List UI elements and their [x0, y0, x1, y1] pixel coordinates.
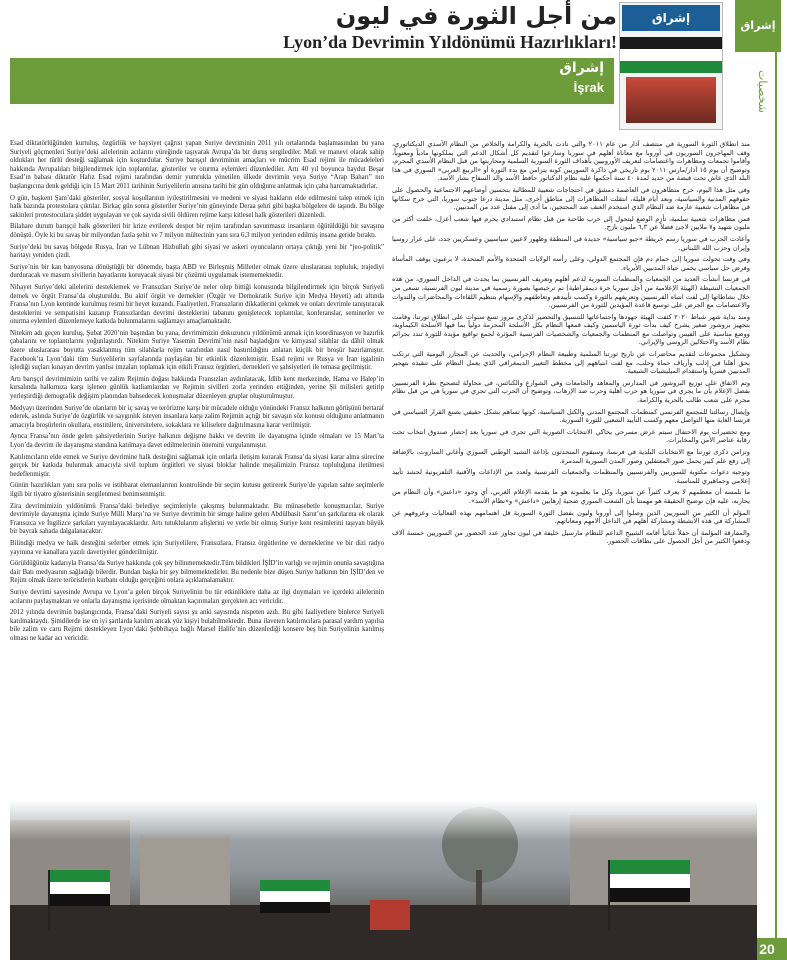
- title-turkish: Lyon’da Devrimin Yıldönümü Hazırlıkları!: [283, 32, 617, 52]
- paragraph: 2012 yılında devrimin başlangıcında, Fransa’daki Suriyeli sayısı şu anki sayısında nispeten azdı. Bu gibi faaliyetlere binlerce Suriyeli katılmaktaydı. Şimdilerde ise en iyi şartlarda katılım ancak yüz kişiyi bulabilmektedir. Buna ilaveten katılımcılara parasal yardım yapılsa bile zalim ve caru Rejimi destekleyen Lyon’daki Şebbihaya bağlı Marsel Halife’nin düzenlediği konsere beş bin Suriyelinin katılmış olması ne kadar acı vericidir.: [10, 609, 384, 642]
- paragraph: Aynca Fransa’nın önde gelen şahsiyetlerinin Suriye halkının değişme hakkı ve devrim ile dayanışma içinde olmaları ve 15 Mart’ta Lyon’da devrim ile dayanışma standına katılmaya davet edilmelerinin önemini vurgulanmıştır.: [10, 433, 384, 449]
- paragraph: Suriye’deki bu savaş bölgede Rusya, İran ve Lübnan Hizbullah gibi siyasi ve askeri oyuncuların ortaya çıktığı yeni bir “jeo-politik” haritayı yeniden çizdi.: [10, 243, 384, 260]
- cover-photo: [626, 77, 716, 123]
- syrian-flag: [260, 880, 330, 913]
- building-mid: [140, 835, 230, 910]
- paragraph: وتوجيه دعوات مكتوبة للسوريين والفرنسيين والمنظمات والجمعيات الفرنسية ولعدد من الإذاعات والأقنية التلفزيونية لحشد تأييد إعلامي وجماهيري للمناسبة.: [392, 468, 750, 485]
- side-divider: [775, 52, 777, 942]
- paragraph: Zira devrimimizin yıldönümü Fransa’daki belediye seçimleriyle çakışmış bulunmaktadır. Bu münasebetle konuşmacılar, Suriye devrimiyle dayanışma içinde Suriye Milli Marşı’na ve Suriye devrimin bir simge haline gelen Abdülbasit Sarut’un şarkılarına ek olarak Fransızca ve İngilizce şarkıları yayınlayacaklardır. Artı tutuklularım afişlerini ve yerle bir olmuş Suriye kent resimlerini taşıyan büyük bir bayrak sahada dalgalanacaktır.: [10, 502, 384, 536]
- paragraph: Katılımcıların elde etmek ve Suriye devrimine halk desteğini sağlamak için onlarla iletişim kurarak Fransa’da siyasi karar alma sürecine gerçek bir katkıda bulunmak amacıyla sivil toplum örgütleri ve siyasi bloklar halinde meşalimizin Fransız topluluğuna iletilmesi hedeflenmiştir.: [10, 453, 384, 478]
- paragraph: Esad diktatörlüğünden kurtuluş, özgürlük ve haysiyet çağrısı yapan Suriye devriminin 2011 yılı ortalarında başlamasından bu yana Suriyeli göçmenleri Suriye’deki ailelerinin acılarını yüreğinde taşıyarak Avrupa’da bir duruş sergilediler. Mali ve manevi olarak sahip oldukları her türlü desteği sağlamak için koşturdular. Suriye barışçıl devriminin amaçları ve mücrim Esad rejimi ile mücadeleleri hakkında Avrupalıları bilgilendirmek için toplantılar, gösteriler ve oturma eylemleri düzenlediler. Artı 40 yıl boyunca haydut Beşar Esad’ın babası diktatör Hafız Esad rejimi tarafından demir yumrukla yönetilen ülkede devrimin veya Suriye “Arap Baharı” nın başlangıcına denk geldiği için 15 Mart 2011 tarihinin Suriyelilerin anısına tarihi bir gün olduğunu anlatmak için çaba harcamaktadırlar.: [10, 140, 384, 190]
- side-logo: إشراق: [735, 0, 781, 52]
- paragraph: Artı barışçıl devrimimizin tarihi ve zalim Rejimin doğası hakkında Fransızları aydınlatacak, İdlib kent merkezinde, Hama ve Halep’in kırsalında halkımıza karşı işlenen günlük katliamlardan ve Rejimin sivilleri zorla yerinden ettiğinden, yerine Şii milisleri getirip yerleştirdiği demografik değişim planından bahsedecek konuşmalar düzenleyen gruplar oluşturulmuştur.: [10, 375, 384, 401]
- turkish-text-column: [10, 140, 384, 820]
- paragraph: وفي مثل هذا اليوم، خرج متظاهرون في العاصمة دمشق في احتجاجات شعبية للمطالبة بتحسين أوضاعهم الاجتماعية والحصول على حقوقهم المدنية والسياسية، وبعد أيام قليلة، انتقلت المظاهرات إلى مناطق أخرى، مثل مدينة درعا جنوب سوريا، التي خرج سكانها في مظاهرات شعبية عارمة ضد النظام الذي استخدم العنف ضد المحتجين، ما أدى إلى مقتل عدد من المدنيين.: [392, 185, 750, 212]
- flag-stripe-black: [620, 37, 722, 49]
- paragraph: O gün, başkent Şam’daki gösteriler, sosyal koşullarının iyileştirilmesini ve medeni ve siyasi hakların elde edilmesini talep etmek için halk bazında protestolara çıktılar. Birkaç gün sonra gösteriler Suriye’nin güneyinde Deraa şehri gibi başka bölgelere de taşındı. Bu bölge sakinleri protestoculara şiddet uygulayan ve çok sayıda sivili öldüren rejime karşı kitlesel halk gösterileri düzenledi.: [10, 194, 384, 219]
- article-header: [0, 0, 787, 132]
- paragraph: Suriye devrimi sayesinde Avrupa ve Lyon’a gelen birçok Suriyelinin bu tür etkinliklere daha az ilgi duymaları ve içerdeki ailelerinin acılarını paylaşmaktan ve onlarla dayanışma içerisinde olmaktan kaçınmaları gerçekten acı vericidir.: [10, 588, 384, 605]
- paragraph: Nitekim adı geçen kuruluş, Şubat 2020’nin başından bu yana, devrimimizin dokuzuncu yıldönümü anmak için koordinasyon ve hazırlık çabalarını ve toplantılarını yoğunlaştırdı. Nitekim Suriye Yasemin Devrimi’nin nasıl başladığını ve kimyasal silahlar da dâhil olmak üzere uluslararası boyutta yasaklanmış tüm silahlarla rejim tarafından nasıl bastırıldığını anlatan küçük bir broşür hazırlamıştır. Facebook’ta Lyon’daki tüm Suriyelilerin sayfalarında paylaşılan bir etkinlik düzenlemiştir. Esad rejimi ve Rusya ve İran işgalinin işlediği suçları kınayan devrim yanlısı imzaları toplamak için etkili Fransız örgütleri, dernekleri ve şahsiyetleri ile temasa geçilmiştir.: [10, 329, 384, 372]
- paragraph: Suriye’nin bir kan banyosuna dönüştüğü bir dönemde, başta ABD ve Birleşmiş Milletler olmak üzere uluslararası topluluk, trajediyi durduracak ve masum sivillerin hayatlarını koruyacak siyasi bir çözümü uygulamak istememektedir.: [10, 263, 384, 280]
- magazine-cover-image: [619, 2, 723, 130]
- paragraph: Görüldüğünüz kadarıyla Fransa’da Suriye hakkında çok şey bilinmemektedir.Tüm bildikleri İŞİD’in varlığı ve rejimin onunla savaştığına dair Batı medyasının sağladığı bilerdir. Bundan başka bir şey bilmemektedirler. Bu nedenle bize düşen Suriye halkının bin İŞİD’den ve Rejim olmak üzere teröristlerin kurbanı olduğu gerçeğini onlara açıklamalamaktır.: [10, 560, 384, 585]
- paragraph: Bilahare durum barışçıl halk gösterileri bir krize evrilerek despot bir rejim tarafından savunmasız insanların öğütüldüğü bir savaşına dönüştü. Öyle ki bu savaş bir milyondan fazla şehit ve 7 milyon mültecinin yanı sıra 6,3 milyon yerinden edilmiş insana geride bıraktı.: [10, 223, 384, 239]
- paragraph: وتشكيل مجموعات لتقديم محاضرات عن تاريخ ثورتنا السلمية وطبيعة النظام الإجرامي، والحديث عن المجازر اليومية التي ترتكب بحق أهلنا في إدلب وأرياف حماة وحلب، مع لفت انتباههم إلى مخطط التغيير الديمغرافي الذي يعمل النظام على تنفيذه بتهجير المدنيين قسرياً واستقدام الميليشيات الشيعية.: [392, 350, 750, 376]
- cover-logo: إشراق: [622, 5, 720, 31]
- paragraph: منذ انطلاق الثورة السورية في منتصف آذار من عام ٢٠١١ والتي نادت بالحرية والكرامة والخلاص من النظام الأسدي الديكتاتوري، وقف المهاجرون السوريون في أوروبا مع معاناة أهلهم في سوريا وسارعوا لتقديم كل أشكال الدعم التي يملكونها مادياً ومعنوياً، وأقاموا تجمعات ومظاهرات واعتصامات لتعريف الأوروبيين بأهداف الثورة السورية السلمية ومحاربتها من قبل النظام الأسدي المجرم، وتوضيح أن يوم ١٥ آذار/مارس ٢٠١١ يوم تاريخي في ذاكرة السوريين كونه يتزامن مع بدء الثورة أو «الربيع العربي» السوري في هذا البلد الذي عاش تحت قبضة من حديد لمدة ٤٠ سنة أحكمها عليه نظام الدكتاتور حافظ الأسد والد السفاح بشار الأسد.: [392, 140, 750, 183]
- paragraph: Medyayı üzerinden Suriye’de olanların bir iç savaş ve terörizme karşı bir mücadele olduğu yönündeki Fransız halkının görüşünü bertaraf ederek, aslında Suriye’de özgürlük ve saygınlık isteyen insanlara karşı zalim Rejimin açtığı bir savaşın söz konusu olduğunu anlatmanın amacıyla broşürlerin okullara, enstitülere, üniversitelere, sokaklara ve kiliselere dağıtılmasına karar verilmiştir.: [10, 404, 384, 429]
- paragraph: ومع تحضيرات يوم الاحتفال سيتم عرض مسرحي يحاكي الانتخابات الصورية التي تجرى في سوريا بعد إحضار صندوق انتخاب تحت رقابة عناصر الأمن والمخابرات.: [392, 427, 750, 445]
- page-number: 20: [747, 938, 787, 960]
- paragraph: فمن مظاهرات شعبية سلمية، تأزم الوضع ليتحول إلى حرب طاحنة من قبل نظام استبدادي يحرم فيها شعب أعزل، خلفت أكثر من مليون شهيد و٧ ملايين لاجئ فضلاً عن ٦,٣ مليون نازح.: [392, 214, 750, 232]
- paragraph: وأعادت الحرب في سوريا رسم خريطة «جيو سياسية» جديدة في المنطقة وظهور لاعبين سياسيين وعسكريين جدد، على غرار روسيا وإيران وحزب الله اللبناني.: [392, 234, 750, 252]
- paragraph: وتزامن ذكرى ثورتنا مع الانتخابات البلدية في فرنسا، وسيقوم المتحدثون بإذاعة النشيد الوطني السوري وأغاني الساروت، بالإضافة إلى رفع علم كبير يحمل صور المعتقلين وصور المدن السورية المدمرة.: [392, 448, 750, 465]
- paragraph: ما نلمسه أن معظمهم لا يعرف كثيراً عن سوريا، وكل ما يعلمونه هو ما يقدمه الإعلام الغربي، أي وجود «داعش» وأن النظام من يحاربه، عليه فإن توضيح الحقيقة هو مهمتنا بأن الشعب السوري ضحية إرهابين «داعش» و«نظام الأسد».: [392, 488, 750, 505]
- arabic-text-column: [392, 140, 750, 850]
- paragraph: Günün hazırlıkları yanı sıra polis ve istihbarat elemanlarının kontrolünde bir seçim kutusu getirerek Suriye’de yapılan sahte seçimlerle ilgili bir tiyatro gösterisinin sergilenmesi benimsenmiştir.: [10, 482, 384, 498]
- paragraph: Nihayet Suriye’deki ailelerini desteklemek ve Fransızları Suriye’de neler olup bittiği konusunda bilgilendirmek için birçok Suriyeli dernek ve örgüt Fransa’da oluşturuldu. Bu aktif örgüt ve dernekler (Özgür ve Demokratik Suriye için Medya Heyeti) adı altında Fransa’nın Lyon kentinde kurulmuş resmi bir heyet kuzandı. Faaliyetleri, Fransızların dikkatlerini çekmek ve onları devrimle tanıştıracak desteklerini ve sempatisini kazanıp Fransızlardan devrimi desteklerini tabanını genişletecek toplantılar, konferanslar, seminerler ve oturma eylemleri düzenlemeye katkıda bulunmalarını sağlamayı amaçlamaktadır.: [10, 283, 384, 326]
- flag-stripe-green: [620, 61, 722, 73]
- paragraph: في فرنسا أنشأت العديد من الجمعيات والمنظمات السورية لدعم أهلهم وتعريف الفرنسيين بما يحدث في الداخل السوري، من هذه الجمعيات النشيطة (الهيئة الإعلامية من أجل سوريا حرة ديمقراطية) تم ترخيصها بصورة رسمية في مدينة ليون الفرنسية، تسعى من خلال نشاطاتها إلى لفت انتباه الفرنسيين وتعريفهم بالثورة وكسب تأييدهم وتعاطفهم والإسهام بتنظيم اللقاءات والمحاضرات والندوات والاعتصامات مع الجرص على توسيع قاعدة المؤيدين للثورة من الفرنسيين.: [392, 275, 750, 310]
- paragraph: وفي وقت تحولت سوريا إلى حمام دم فإن المجتمع الدولي، وعلى رأسه الولايات المتحدة والأمم المتحدة، لا يرغبون بوقف المأساة وفرض حل سياسي يحمي حياة المدنيين الأبرياء.: [392, 255, 750, 272]
- paragraph: ومنذ بداية شهر شباط ٢٠٢٠ كثفت الهيئة جهودها واجتماعاتها للتنسيق والتحضير لذكرى مرور تسع سنوات على انطلاق ثورتنا، وقامت بتجهيز بروشور صغير يشرح كيف بدأت ثورة الياسمين وكيف قمعها النظام بكل الأسلحة المحرمة دولياً بما فيها الأسلحة الكيماوية، ووضع مناسبة على الفيس وتواصلت مع المنظمات والجمعيات والشخصيات الفرنسية المؤثرة لجمع تواقيع مؤيدة للثورة تندد بجرائم نظام الأسد والاحتلالين الروسي والإيراني.: [392, 312, 750, 347]
- paragraph: والمفارقة المؤلمة أن حفلاً غنائياً أقامه الشبيح الداعم للنظام مارسيل خليفة في ليون تجاوز عدد الحضور من السوريين خمسة آلاف ودفعوا الكثير من أجل الحصول على بطاقات الحضور.: [392, 528, 750, 546]
- author-arabic: إشراق: [559, 60, 604, 76]
- protest-photo: [10, 800, 757, 960]
- paragraph: Bilindiği medya ve halk desteğini seferber etmek için Suriyelilere, Fransızlara, Fransız örgütlerine ve derneklerine ve bir dizi radyo yayınına ve kanallara yazılı davetiyeler gönderilmiştir.: [10, 539, 384, 556]
- flag-stripe-white: [620, 49, 722, 61]
- author-turkish: İşrak: [573, 80, 604, 95]
- side-section-label: شخصيات: [756, 70, 769, 113]
- paragraph: المؤلم أن الكثير من السوريين الذين وصلوا إلى أوروبا وليون بفضل الثورة السورية قل اهتمامهم بهذه الفعاليات وعزوفهم عن المشاركة في هذه الأنشطة ومشاركة أهلهم في الداخل آلامهم ومعاناتهم.: [392, 508, 750, 526]
- red-banner: [370, 900, 410, 930]
- title-arabic: من أجل الثورة في ليون: [335, 2, 617, 30]
- paragraph: وتم الاتفاق على توزيع البروشور في المدارس والمعاهد والجامعات وفي الشوارع والكنائس، في محاولة لتصحيح نظرة الفرنسيين بفضل الإعلام بأن ما يجري في سوريا هو حرب أهلية وحرب ضد الإرهاب، وتوضيح أن الحرب التي تجري في سوريا هي من قبل نظام مجرم على شعب طالب بالحرية والكرامة.: [392, 378, 750, 405]
- paragraph: وإيصال رسالتنا للمجتمع الفرنسي كمنظمات المجتمع المدني والكتل السياسية، كونها تساهم بشكل حقيقي بصنع القرار السياسي في فرنسا الغاية منها التواصل معهم وكسب التأييد الشعبي للثورة السورية.: [392, 407, 750, 425]
- author-bar: [10, 58, 614, 104]
